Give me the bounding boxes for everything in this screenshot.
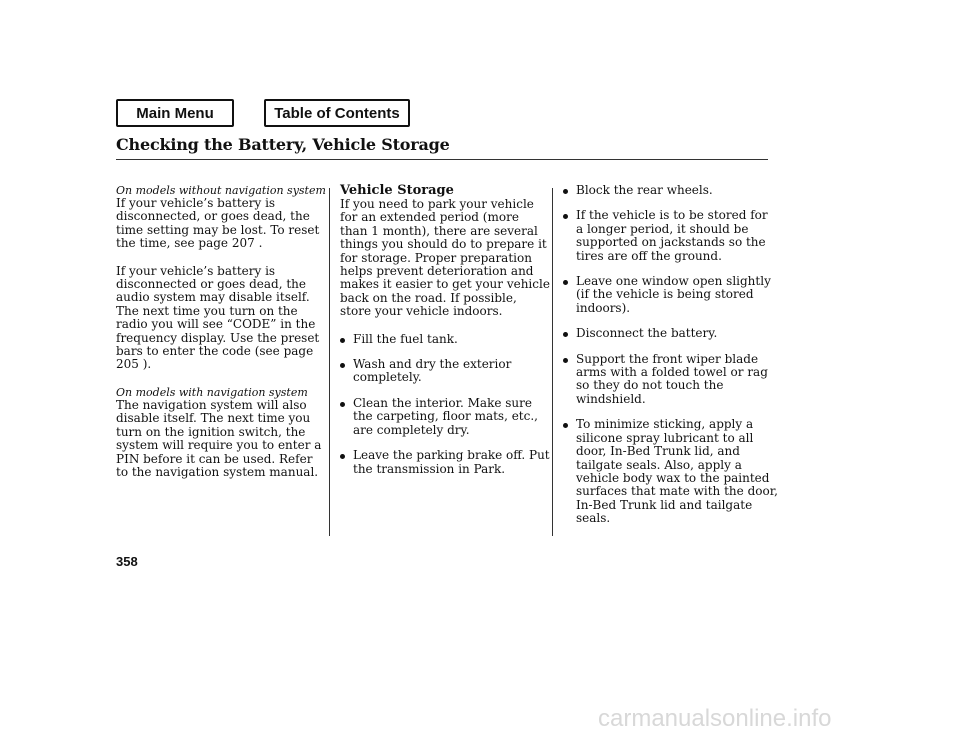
paragraph-audio-code: If your vehicle’s battery is disconnected or goes dead, the audio system may disable itself. The next time you turn on the radio you will see “CODE” in the frequency display. Use the preset bars to enter the code (see page 205 ). xyxy=(116,263,320,372)
bullet-icon xyxy=(563,189,568,194)
paragraph-clock-reset: If your vehicle’s battery is disconnected, or goes dead, the time setting may be lost. To reset the time, see page 207 . xyxy=(116,196,320,251)
list-item-text: Leave the parking brake off. Put the transmission in Park. xyxy=(353,448,550,476)
section-heading-vehicle-storage: Vehicle Storage xyxy=(340,183,454,198)
list-item-text: If the vehicle is to be stored for a longer period, it should be supported on jackstands so the tires are off the ground. xyxy=(576,208,768,263)
list-item xyxy=(563,275,778,315)
list-item xyxy=(563,418,778,525)
list-item-text: Support the front wiper blade arms with a folded towel or rag so they do not touch the windshield. xyxy=(576,351,768,406)
bullet-icon xyxy=(563,214,568,219)
list-item xyxy=(563,327,778,340)
page-number: 358 xyxy=(116,554,138,569)
column-battery xyxy=(116,184,328,479)
bullet-icon xyxy=(340,363,345,368)
column-divider-2 xyxy=(552,188,553,536)
page-title: Checking the Battery, Vehicle Storage xyxy=(116,135,450,154)
table-of-contents-button[interactable]: Table of Contents xyxy=(264,99,410,127)
paragraph-storage-intro: If you need to park your vehicle for an extended period (more than 1 month), there are several things you should do to prepare it for storage. Proper preparation helps prevent deterioration and makes it easier to get your vehicle back on the road. If possible, store your vehicle indoors. xyxy=(340,197,550,319)
bullet-icon xyxy=(340,454,345,459)
list-item xyxy=(340,358,550,385)
list-item xyxy=(563,184,778,197)
watermark: carmanualsonline.info xyxy=(598,705,832,732)
list-item xyxy=(563,209,778,263)
column-vehicle-storage xyxy=(340,184,550,476)
list-item-text: Wash and dry the exterior completely. xyxy=(353,357,512,385)
note-with-navigation: On models with navigation system xyxy=(116,385,308,399)
list-item xyxy=(563,353,778,407)
list-item-text: Clean the interior. Make sure the carpeting, floor mats, etc., are completely dry. xyxy=(353,395,538,437)
bullet-icon xyxy=(563,358,568,363)
bullet-icon xyxy=(563,280,568,285)
list-item-text: Leave one window open slightly (if the vehicle is being stored indoors). xyxy=(576,274,771,315)
bullet-icon xyxy=(563,423,568,428)
column-divider-1 xyxy=(329,188,330,536)
list-item-text: To minimize sticking, apply a silicone spray lubricant to all door, In-Bed Trunk lid, and tailgate seals. Also, apply a vehicle body wax to the painted surfaces that mate with the door, In-Bed Trunk lid and tailgate seals. xyxy=(576,417,778,526)
list-item xyxy=(340,397,550,437)
note-without-navigation: On models without navigation system xyxy=(116,184,326,197)
list-item xyxy=(340,333,550,346)
list-item-text: Fill the fuel tank. xyxy=(353,331,458,346)
bullet-icon xyxy=(563,332,568,337)
list-item xyxy=(340,449,550,476)
bullet-icon xyxy=(340,402,345,407)
main-menu-button[interactable]: Main Menu xyxy=(116,99,234,127)
bullet-icon xyxy=(340,338,345,343)
list-item-text: Block the rear wheels. xyxy=(576,183,713,197)
title-divider xyxy=(116,159,768,160)
column-storage-continued xyxy=(563,184,778,526)
list-item-text: Disconnect the battery. xyxy=(576,326,718,341)
paragraph-navigation-pin: The navigation system will also disable itself. The next time you turn on the ignition switch, the system will require you to enter a PIN before it can be used. Refer to the navigation system manual. xyxy=(116,397,322,479)
